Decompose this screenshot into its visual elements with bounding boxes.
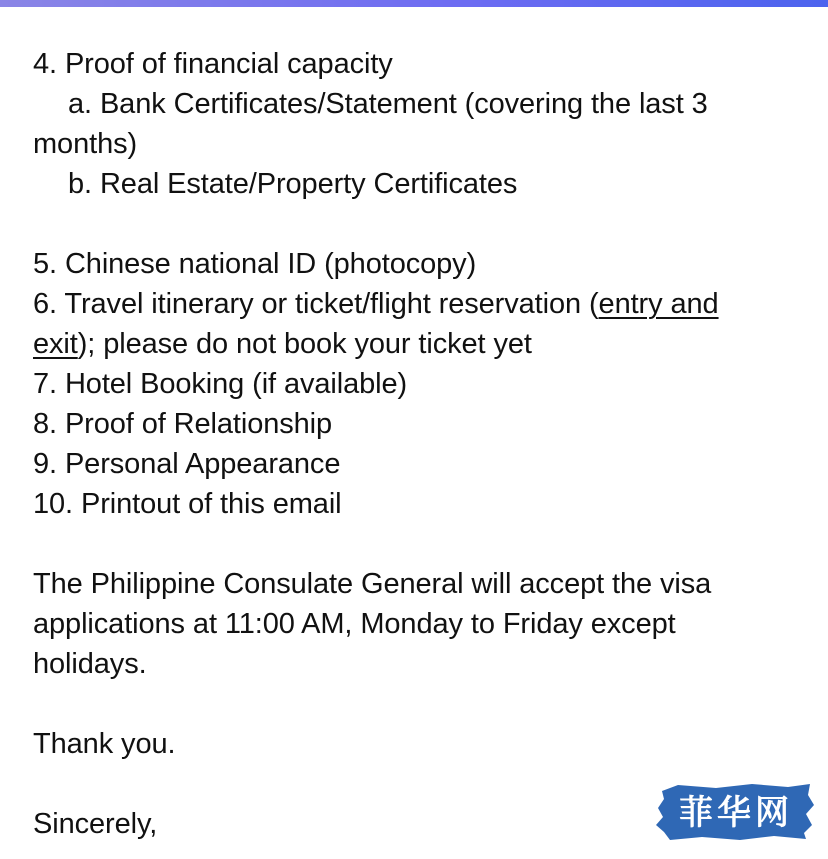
blank-line xyxy=(33,524,803,564)
entry-and-exit-link[interactable]: entry and xyxy=(598,288,719,320)
list-item-personal-appearance: 9. Personal Appearance xyxy=(33,448,341,480)
thanks-text: Thank you. xyxy=(33,728,176,760)
list-item-travel-itinerary xyxy=(33,284,803,324)
travel-itinerary-note: ); please do not book your ticket yet xyxy=(77,328,532,360)
list-item-travel-itinerary-cont xyxy=(33,324,803,364)
paragraph-line-2: applications at 11:00 AM, Monday to Friday except xyxy=(33,608,676,640)
list-item-financial-capacity: 4. Proof of financial capacity xyxy=(33,48,393,80)
list-item-proof-of-relationship: 8. Proof of Relationship xyxy=(33,408,333,440)
email-body xyxy=(33,44,803,844)
list-item-printout: 10. Printout of this email xyxy=(33,488,342,520)
closing-text: Sincerely, xyxy=(33,808,158,840)
blank-line xyxy=(33,204,803,244)
watermark-logo xyxy=(656,781,816,843)
watermark-text: 菲华网 xyxy=(679,793,793,833)
top-gradient-bar xyxy=(0,0,828,7)
paragraph-line-1: The Philippine Consulate General will accept the visa xyxy=(33,568,712,600)
paragraph-line-3: holidays. xyxy=(33,648,147,680)
travel-itinerary-text: 6. Travel itinerary or ticket/flight reservation ( xyxy=(33,288,599,320)
sub-item-bank-statement-cont: months) xyxy=(33,128,138,160)
sub-item-property-certificates: b. Real Estate/Property Certificates xyxy=(68,168,518,200)
list-item-national-id: 5. Chinese national ID (photocopy) xyxy=(33,248,477,280)
list-item-hotel-booking: 7. Hotel Booking (if available) xyxy=(33,368,408,400)
sub-item-bank-statement: a. Bank Certificates/Statement (covering the last 3 xyxy=(68,88,708,120)
exit-link[interactable]: exit xyxy=(33,328,78,360)
blank-line xyxy=(33,684,803,724)
